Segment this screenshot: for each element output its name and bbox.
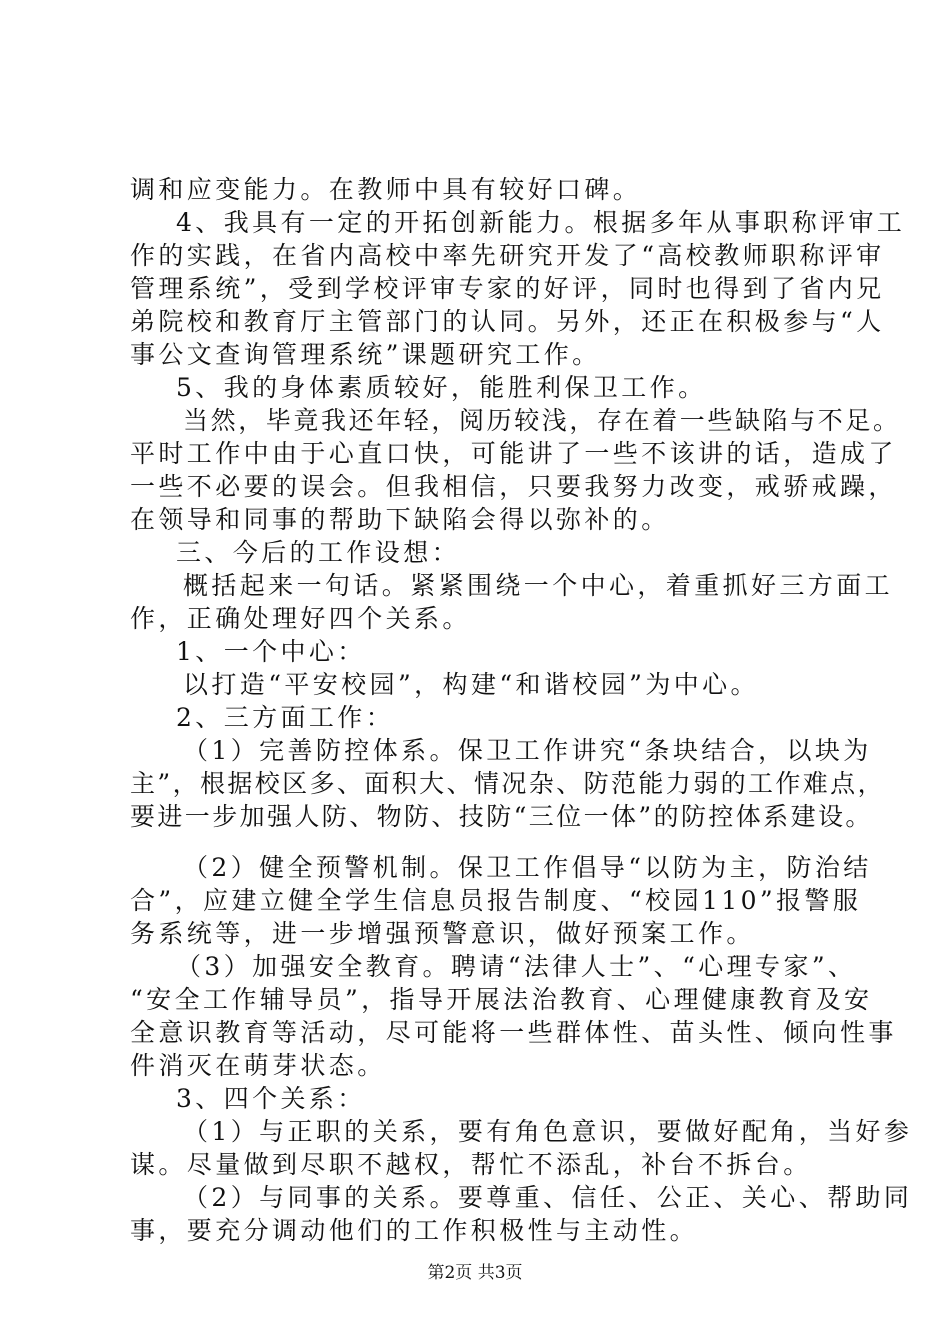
text-line: 件消灭在萌芽状态。 [130, 1051, 386, 1080]
text-line: 全意识教育等活动，尽可能将一些群体性、苗头性、倾向性事 [130, 1018, 897, 1047]
text-line: 在领导和同事的帮助下缺陷会得以弥补的。 [130, 505, 670, 534]
text-line: 谋。尽量做到尽职不越权，帮忙不添乱，补台不拆台。 [130, 1150, 812, 1179]
text-line: （2）健全预警机制。保卫工作倡导“以防为主，防治结 [183, 853, 872, 882]
subsection-heading: 2、三方面工作： [176, 703, 395, 732]
text-line: 管理系统”，受到学校评审专家的好评，同时也得到了省内兄 [130, 274, 885, 303]
text-line: 平时工作中由于心直口快，可能讲了一些不该讲的话，造成了 [130, 439, 897, 468]
text-line: （1）完善防控体系。保卫工作讲究“条块结合，以块为 [183, 736, 872, 765]
text-line: （3）加强安全教育。聘请“法律人士”、“心理专家”、 [176, 952, 857, 981]
text-line: 弟院校和教育厅主管部门的认同。另外，还正在积极参与“人 [130, 307, 885, 336]
text-line: 5、我的身体素质较好，能胜利保卫工作。 [176, 373, 707, 402]
text-line: 一些不必要的误会。但我相信，只要我努力改变，戒骄戒躁， [130, 472, 897, 501]
text-line: 事公文查询管理系统”课题研究工作。 [130, 340, 601, 369]
text-line: 调和应变能力。在教师中具有较好口碑。 [130, 175, 642, 204]
text-line: 3、四个关系： [176, 1084, 366, 1113]
text-line: 事，要充分调动他们的工作积极性与主动性。 [130, 1216, 699, 1245]
text-line: （2）与同事的关系。要尊重、信任、公正、关心、帮助同 [183, 1183, 913, 1212]
text-line: 作，正确处理好四个关系。 [130, 604, 471, 633]
text-line: 作的实践，在省内高校中率先研究开发了“高校教师职称评审 [130, 241, 885, 270]
page-number: 第2页 共3页 [427, 1263, 523, 1283]
text-line: （1）与正职的关系，要有角色意识，要做好配角，当好参 [183, 1117, 913, 1146]
text-line: 合”，应建立健全学生信息员报告制度、“校园110”报警服 [130, 886, 862, 915]
subsection-heading: 1、一个中心： [176, 637, 366, 666]
section-heading: 三、今后的工作设想： [176, 538, 461, 567]
text-line: 务系统等，进一步增强预警意识，做好预案工作。 [130, 919, 755, 948]
text-line: 主”，根据校区多、面积大、情况杂、防范能力弱的工作难点， [130, 769, 885, 798]
text-line: 4、我具有一定的开拓创新能力。根据多年从事职称评审工 [176, 208, 906, 237]
text-line: 要进一步加强人防、物防、技防“三位一体”的防控体系建设。 [130, 802, 873, 831]
text-line: 以打造“平安校园”，构建“和谐校园”为中心。 [183, 670, 759, 699]
text-line: 当然，毕竟我还年轻，阅历较浅，存在着一些缺陷与不足。 [183, 406, 901, 435]
text-line: 概括起来一句话。紧紧围绕一个中心，着重抓好三方面工 [183, 571, 894, 600]
text-line: “安全工作辅导员”，指导开展法治教育、心理健康教育及安 [130, 985, 873, 1014]
